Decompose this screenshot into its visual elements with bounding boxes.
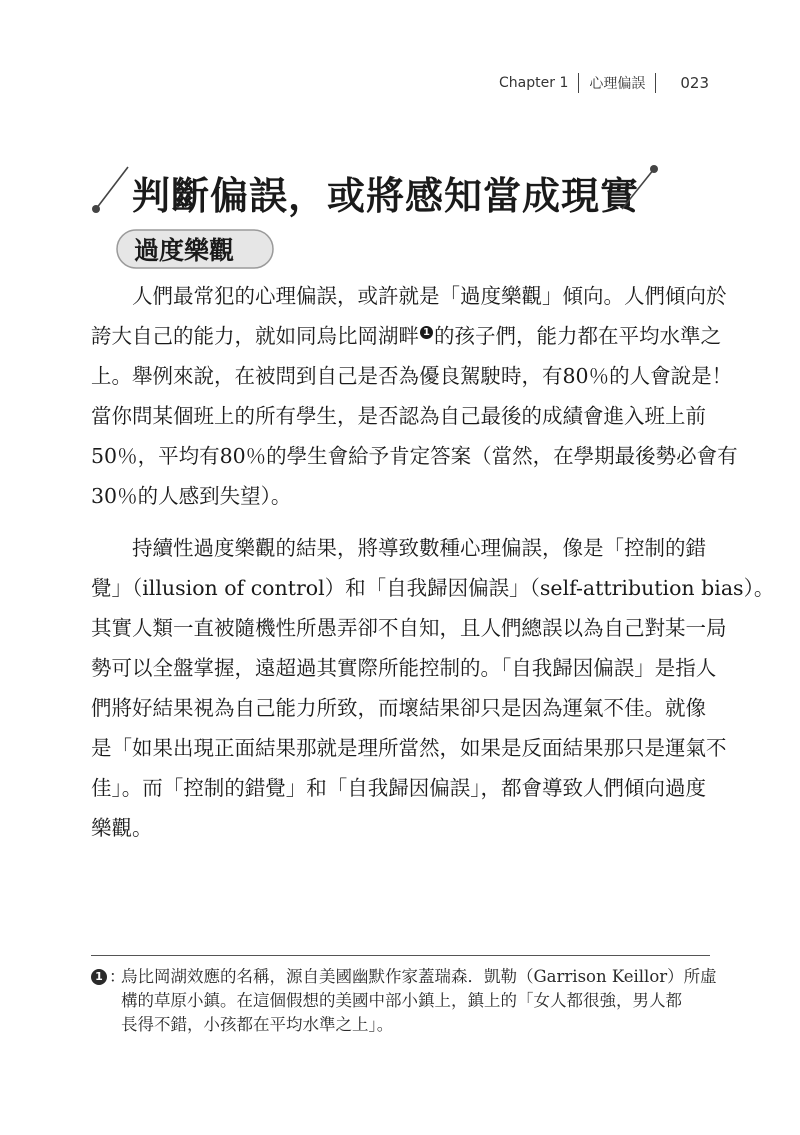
slash-ornament-right-icon: [618, 163, 660, 215]
text-line: 當你問某個班上的所有學生，是否認為自己最後的成績會進入班上前: [91, 404, 706, 428]
text-line: 樂觀。: [91, 816, 153, 840]
text-line: 覺」（illusion of control）和「自我歸因偏誤」（self-attribution bias）。: [91, 576, 775, 600]
header-divider: [578, 73, 579, 93]
section-title: 過度樂觀: [134, 236, 235, 265]
footnote-line: 構的草原小鎮。在這個假想的美國中部小鎮上，鎮上的「女人都很強，男人都: [121, 991, 682, 1010]
text-line: 持續性過度樂觀的結果，將導致數種心理偏誤，像是「控制的錯: [132, 536, 706, 560]
text-line: 是「如果出現正面結果那就是理所當然，如果是反面結果那只是運氣不: [91, 736, 727, 760]
header-divider: [655, 73, 656, 93]
footnote-colon: ：: [109, 967, 126, 986]
text-line: 50％，平均有80％的學生會給予肯定答案（當然，在學期最後勢必會有: [91, 444, 738, 468]
page-number: 023: [680, 74, 709, 92]
text-line: [91, 316, 721, 356]
title-block: [90, 163, 670, 218]
footnote-line: 烏比岡湖效應的名稱，源自美國幽默作家蓋瑞森．凱勒（Garrison Keillor）所虛: [121, 967, 717, 986]
text-line: 30％的人感到失望）。: [91, 484, 292, 508]
text-line: 上。舉例來說，在被問到自己是否為優良駕駛時，有80％的人會說是！: [91, 364, 733, 388]
text-line: 人們最常犯的心理偏誤，或許就是「過度樂觀」傾向。人們傾向於: [132, 284, 727, 308]
body-text: [91, 276, 775, 860]
paragraph: [91, 528, 775, 848]
text-line: 們將好結果視為自己能力所致，而壞結果卻只是因為運氣不佳。就像: [91, 696, 706, 720]
footnote: [91, 965, 731, 1037]
text-line: 佳」。而「控制的錯覺」和「自我歸因偏誤」，都會導致人們傾向過度: [91, 776, 706, 800]
footnote-reference: 1: [420, 326, 433, 339]
footnote-text: [121, 965, 731, 1037]
running-header: [499, 72, 709, 94]
section-heading: [116, 228, 276, 270]
footnote-divider: [91, 955, 710, 956]
chapter-title: 心理偏誤: [589, 76, 646, 92]
slash-ornament-left-icon: [90, 163, 132, 215]
text-line: 其實人類一直被隨機性所愚弄卻不自知，且人們總誤以為自己對某一局: [91, 616, 727, 640]
text-segment: 的孩子們，能力都在平均水準之: [434, 324, 721, 348]
footnote-line: 長得不錯，小孩都在平均水準之上」。: [121, 1015, 394, 1034]
chapter-label: Chapter 1: [499, 75, 569, 91]
page-title: 判斷偏誤，或將感知當成現實: [132, 174, 640, 218]
text-line: 勢可以全盤掌握，遠超過其實際所能控制的。「自我歸因偏誤」是指人: [91, 656, 717, 680]
footnote-marker: 1: [91, 969, 107, 985]
text-segment: 誇大自己的能力，就如同烏比岡湖畔: [91, 324, 419, 348]
paragraph: [91, 276, 738, 516]
